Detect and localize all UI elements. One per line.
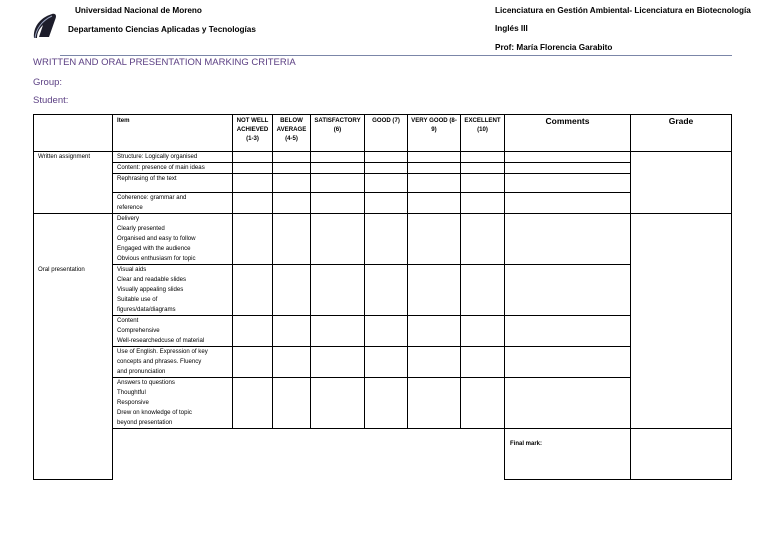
course-name: Inglés III	[495, 24, 528, 33]
header-excellent: EXCELLENT (10)	[461, 115, 505, 152]
marking-criteria-table	[33, 114, 732, 480]
header-divider	[60, 55, 732, 56]
page-title: WRITTEN AND ORAL PRESENTATION MARKING CRITERIA	[33, 57, 296, 68]
criteria-item: Coherence: grammar and reference	[113, 193, 233, 214]
student-label: Student:	[33, 95, 69, 106]
table-row	[34, 378, 732, 429]
table-row	[34, 316, 732, 347]
table-row	[34, 265, 732, 316]
criteria-item: Rephrasing of the text	[113, 174, 233, 193]
department-name: Departamento Ciencias Aplicadas y Tecnologías	[68, 25, 256, 34]
table-header-row	[34, 115, 732, 152]
final-mark-grade-cell[interactable]	[631, 429, 732, 480]
table-row	[34, 347, 732, 378]
university-logo-icon	[30, 12, 58, 40]
final-mark-row	[34, 429, 732, 480]
table-row	[34, 214, 732, 265]
grade-cell-written[interactable]	[631, 152, 732, 214]
section-oral-presentation: Oral presentation	[34, 214, 113, 480]
table-row	[34, 152, 732, 163]
criteria-item: Use of English. Expression of key concepts and phrases. Fluency and pronunciation	[113, 347, 233, 378]
table-row	[34, 163, 732, 174]
header-good: GOOD (7)	[365, 115, 408, 152]
grade-cell-oral[interactable]	[631, 214, 732, 429]
criteria-item: Delivery Clearly presented Organised and easy to follow Engaged with the audience Obvious enthusiasm for topic	[113, 214, 233, 265]
header-very-good: VERY GOOD (8-9)	[408, 115, 461, 152]
header-empty-cell	[34, 115, 113, 152]
university-name: Universidad Nacional de Moreno	[75, 6, 202, 15]
criteria-item: Content Comprehensive Well-researchedcuse of material	[113, 316, 233, 347]
criteria-item: Visual aids Clear and readable slides Visually appealing slides Suitable use of figures/data/diagrams	[113, 265, 233, 316]
criteria-item: Answers to questions Thoughtful Responsive Drew on knowledge of topic beyond presentation	[113, 378, 233, 429]
criteria-item: Content: presence of main ideas	[113, 163, 233, 174]
final-mark-label: Final mark:	[505, 429, 631, 480]
header-comments: Comments	[505, 115, 631, 152]
group-label: Group:	[33, 77, 63, 88]
professor-name: Prof: María Florencia Garabito	[495, 43, 613, 52]
header-item: Item	[113, 115, 233, 152]
section-written-assignment: Written assignment	[34, 152, 113, 214]
header-satisfactory: SATISFACTORY (6)	[311, 115, 365, 152]
table-row	[34, 193, 732, 214]
header-below-average: BELOW AVERAGE (4-5)	[273, 115, 311, 152]
criteria-item: Structure: Logically organised	[113, 152, 233, 163]
header-grade: Grade	[631, 115, 732, 152]
table-row	[34, 174, 732, 193]
header-not-well-achieved: NOT WELL ACHIEVED (1-3)	[233, 115, 273, 152]
degree-name: Licenciatura en Gestión Ambiental- Licenciatura en Biotecnología	[495, 6, 751, 15]
